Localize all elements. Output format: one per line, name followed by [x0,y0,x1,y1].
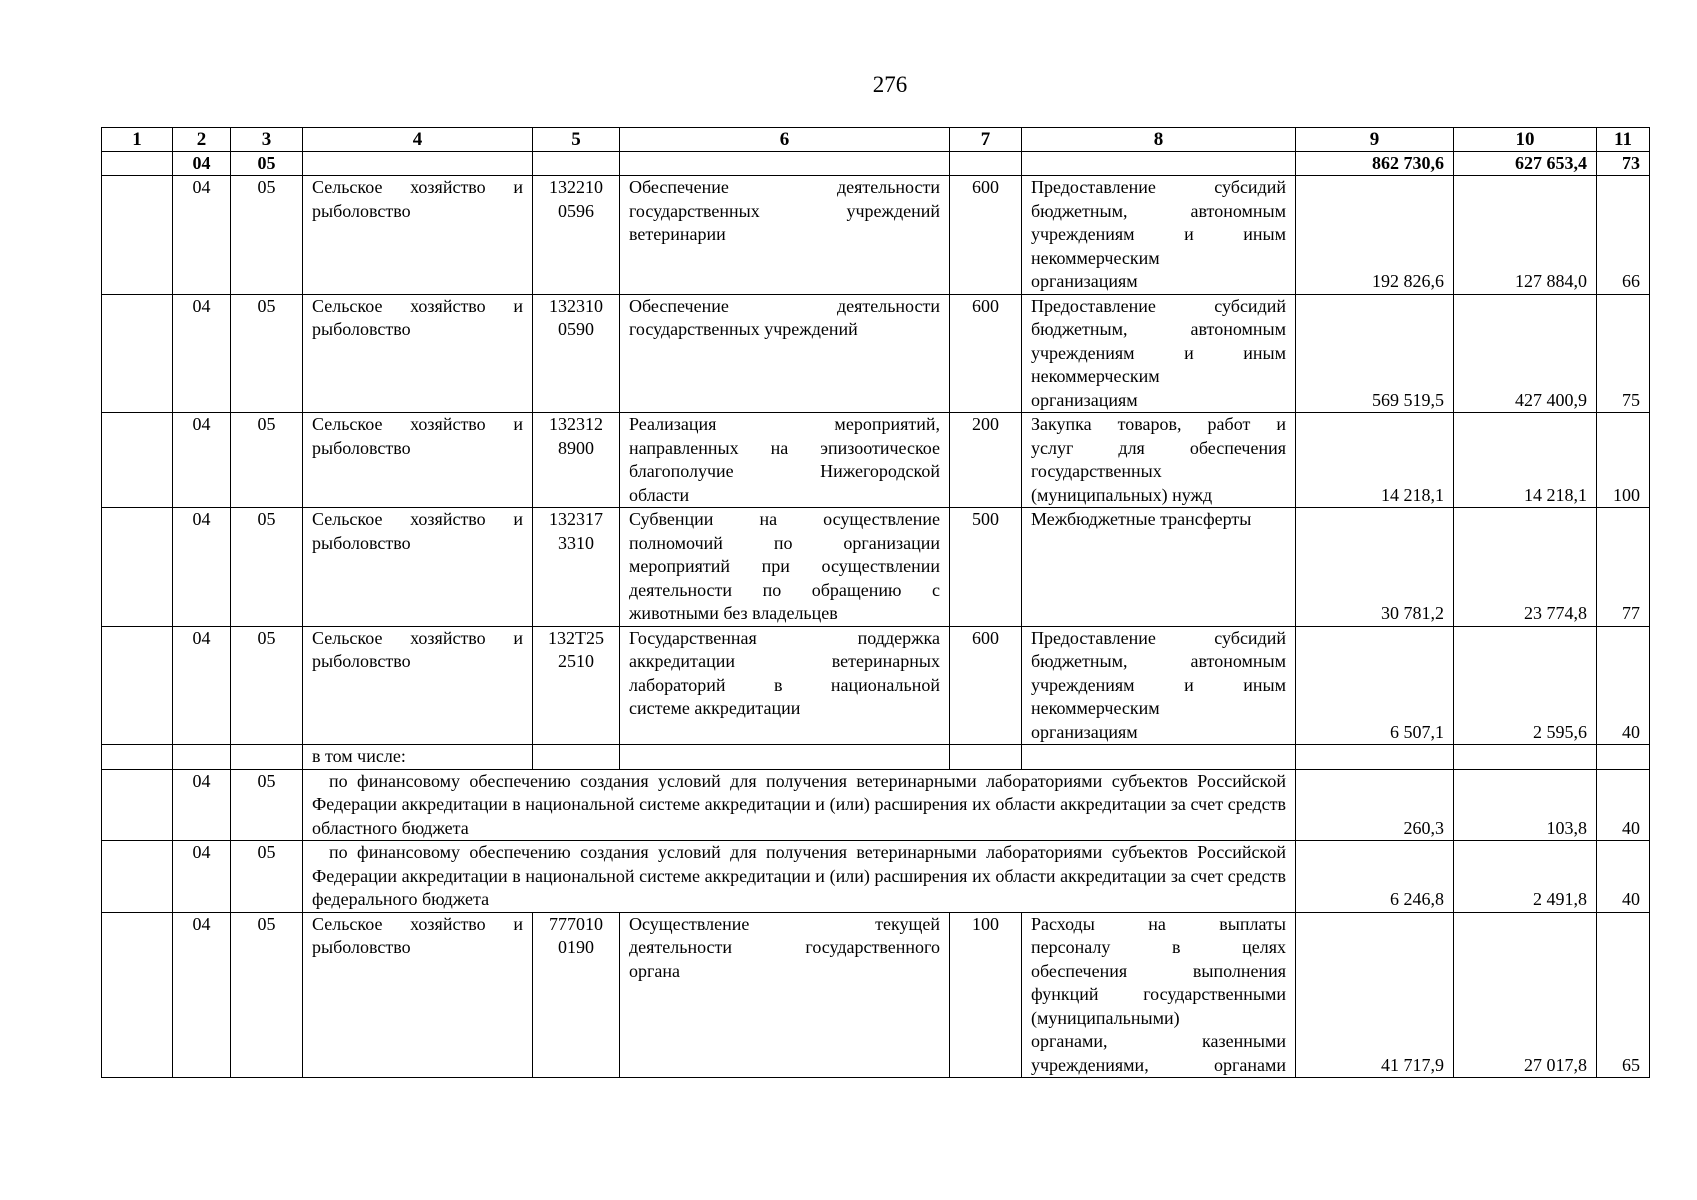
including-cell-5 [533,745,620,770]
target-item-name-line: полномочий по организации [629,532,940,553]
header-cell: 3 [231,128,303,152]
target-item-name-line: Государственная поддержка [629,627,940,648]
section-name-line: рыболовство [312,651,411,671]
planned-amount: 6 507,1 [1296,626,1454,745]
executed-amount: 103,8 [1454,769,1597,841]
target-item-code [533,413,620,508]
section-name-line: Сельское хозяйство и [312,177,523,197]
section-name-line: рыболовство [312,319,411,339]
target-item-code [533,176,620,295]
section-name-line: рыболовство [312,437,411,458]
total-executed: 627 653,4 [1454,152,1597,176]
header-cell: 10 [1454,128,1597,152]
expense-type-name-line: некоммерческим [1031,366,1160,386]
section-name [303,508,533,627]
subsection-code: 05 [231,176,303,295]
expense-type-name-line: государственных [1031,461,1162,481]
header-row [102,128,1650,152]
section-code: 04 [173,413,231,508]
expense-type-name-line: организациям [1031,271,1138,291]
target-item-name [620,912,950,1078]
section-name [303,176,533,295]
expense-type-name-line: учреждениями, органами [1031,1054,1286,1075]
expense-type-name-line: бюджетным, автономным [1031,319,1286,339]
expense-type-name [1022,508,1296,627]
target-item-name-line: аккредитации ветеринарных [629,651,940,671]
expense-type-name-line: (муниципальными) [1031,1007,1180,1028]
execution-percent: 40 [1597,626,1650,745]
subsection-code: 05 [231,769,303,841]
section-code: 04 [173,626,231,745]
total-cell-5 [533,152,620,176]
execution-percent: 40 [1597,769,1650,841]
target-item-code [533,912,620,1078]
expense-type-name-line: услуг для обеспечения [1031,437,1286,458]
execution-percent: 66 [1597,176,1650,295]
target-item-name [620,626,950,745]
header-cell: 7 [950,128,1022,152]
expense-type-name [1022,912,1296,1078]
target-item-name-line: ветеринарии [629,224,726,244]
expense-type-name-line: (муниципальных) нужд [1031,484,1213,505]
including-cell-1 [102,745,173,770]
target-item-code-line: 2510 [558,651,594,671]
subsection-code: 05 [231,294,303,413]
row-number [102,176,173,295]
header-cell: 4 [303,128,533,152]
execution-percent: 75 [1597,294,1650,413]
budget-table [101,127,1650,1078]
including-cell-8 [1022,745,1296,770]
section-name-line: рыболовство [312,532,411,553]
header-cell: 1 [102,128,173,152]
subsection-code: 05 [231,841,303,913]
including-label: в том числе: [303,745,533,770]
table-row [102,176,1650,295]
sub-row-text: по финансовому обеспечению создания условий для получения ветеринарными лабораториями субъектов Российской Федерации аккредитации в национальной системе аккредитации и (или) расширения их области аккредитации за счет средств областного бюджета [303,769,1296,841]
sub-rows-body [102,769,1650,912]
target-item-name-line: Осуществление текущей [629,913,940,934]
target-item-code-line: 132Т25 [548,627,604,648]
expense-type-code: 600 [950,294,1022,413]
planned-amount: 30 781,2 [1296,508,1454,627]
target-item-name-line: Субвенции на осуществление [629,509,940,529]
expense-type-name-line: бюджетным, автономным [1031,200,1286,221]
target-item-code-line: 0596 [558,200,594,221]
expense-type-code: 500 [950,508,1022,627]
target-item-code-line: 132310 [549,295,603,316]
executed-amount: 23 774,8 [1454,508,1597,627]
target-item-name-line: деятельности по обращению с [629,579,940,600]
planned-amount: 6 246,8 [1296,841,1454,913]
table-row [102,413,1650,508]
expense-type-name-line: органами, казенными [1031,1031,1286,1051]
section-name-line: рыболовство [312,937,411,957]
target-item-name-line: органа [629,960,680,981]
target-item-name [620,413,950,508]
expense-type-name [1022,626,1296,745]
expense-type-name-line: бюджетным, автономным [1031,651,1286,671]
expense-type-code: 600 [950,176,1022,295]
target-item-name-line: государственных учреждений [629,200,940,221]
target-item-name-line: мероприятий при осуществлении [629,556,940,576]
including-cell-9 [1296,745,1454,770]
target-item-name-line: государственных учреждений [629,319,858,339]
expense-type-name-line: организациям [1031,721,1138,742]
planned-amount: 192 826,6 [1296,176,1454,295]
target-item-code [533,294,620,413]
expense-type-name [1022,294,1296,413]
header-cell: 2 [173,128,231,152]
planned-amount: 569 519,5 [1296,294,1454,413]
executed-amount: 14 218,1 [1454,413,1597,508]
including-cell-6 [620,745,950,770]
including-cell-11 [1597,745,1650,770]
expense-type-name-line: функций государственными [1031,984,1286,1004]
target-item-name-line: Обеспечение деятельности [629,177,940,197]
planned-amount: 41 717,9 [1296,912,1454,1078]
subsection-code: 05 [231,912,303,1078]
table-row [102,912,1650,1078]
section-name-line: Сельское хозяйство и [312,627,523,648]
row-number [102,294,173,413]
target-item-code-line: 132317 [549,509,603,529]
target-item-name [620,176,950,295]
execution-percent: 77 [1597,508,1650,627]
section-code: 04 [173,769,231,841]
execution-percent: 40 [1597,841,1650,913]
target-item-name-line: Обеспечение деятельности [629,295,940,316]
total-cell-8 [1022,152,1296,176]
page-number: 276 [872,72,908,97]
sub-row [102,841,1650,913]
target-item-name-line: животными без владельцев [629,603,838,623]
header-cell: 8 [1022,128,1296,152]
header-cell: 6 [620,128,950,152]
expense-type-code: 100 [950,912,1022,1078]
header-cell: 11 [1597,128,1650,152]
section-name-line: Сельское хозяйство и [312,295,523,316]
expense-type-code: 600 [950,626,1022,745]
execution-percent: 65 [1597,912,1650,1078]
section-name [303,912,533,1078]
including-cell-2 [173,745,231,770]
expense-type-name-line: обеспечения выполнения [1031,960,1286,981]
section-name [303,294,533,413]
target-item-code-line: 132312 [549,414,603,434]
target-item-code-line: 3310 [558,532,594,553]
header-cell: 5 [533,128,620,152]
planned-amount: 14 218,1 [1296,413,1454,508]
section-name-line: Сельское хозяйство и [312,414,523,434]
executed-amount: 127 884,0 [1454,176,1597,295]
target-item-name [620,294,950,413]
expense-type-name-line: персоналу в целях [1031,937,1286,957]
target-item-name-line: Реализация мероприятий, [629,414,940,434]
expense-type-name-line: некоммерческим [1031,698,1160,718]
row-number [102,912,173,1078]
executed-amount: 2 595,6 [1454,626,1597,745]
total-subsection: 05 [231,152,303,176]
expense-type-name [1022,176,1296,295]
including-cell-10 [1454,745,1597,770]
table-row [102,626,1650,745]
table-row [102,508,1650,627]
sub-row-text: по финансовому обеспечению создания условий для получения ветеринарными лабораториями субъектов Российской Федерации аккредитации в национальной системе аккредитации и (или) расширения их области аккредитации за счет средств федерального бюджета [303,841,1296,913]
target-item-name-line: системе аккредитации [629,698,801,718]
expense-type-name-line: Закупка товаров, работ и [1031,414,1286,434]
section-name-line: Сельское хозяйство и [312,509,523,529]
total-cell-7 [950,152,1022,176]
target-item-code-line: 8900 [558,437,594,458]
expense-type-name-line: Расходы на выплаты [1031,913,1286,934]
target-item-name-line: благополучие Нижегородской [629,461,940,481]
target-item-name-line: лабораторий в национальной [629,674,940,695]
total-cell-6 [620,152,950,176]
total-section: 04 [173,152,231,176]
executed-amount: 2 491,8 [1454,841,1597,913]
section-name [303,413,533,508]
section-code: 04 [173,841,231,913]
including-cell-3 [231,745,303,770]
rows-body [102,176,1650,745]
total-row [102,152,1650,176]
total-planned: 862 730,6 [1296,152,1454,176]
executed-amount: 427 400,9 [1454,294,1597,413]
expense-type-name-line: учреждениям и иным [1031,342,1286,363]
target-item-code-line: 0590 [558,319,594,339]
expense-type-name-line: учреждениям и иным [1031,224,1286,244]
subsection-code: 05 [231,626,303,745]
total-cell-4 [303,152,533,176]
planned-amount: 260,3 [1296,769,1454,841]
section-code: 04 [173,176,231,295]
target-item-code-line: 777010 [549,913,603,934]
row-number [102,626,173,745]
target-item-name [620,508,950,627]
target-item-code-line: 0190 [558,937,594,957]
expense-type-name-line: учреждениям и иным [1031,674,1286,695]
expense-type-name-line: Предоставление субсидий [1031,627,1286,648]
execution-percent: 100 [1597,413,1650,508]
expense-type-name-line: Межбюджетные трансферты [1031,509,1252,529]
section-name-line: Сельское хозяйство и [312,913,523,934]
expense-type-name-line: некоммерческим [1031,247,1160,268]
expense-type-name-line: организациям [1031,389,1138,410]
section-code: 04 [173,912,231,1078]
target-item-name-line: направленных на эпизоотическое [629,437,940,458]
row-number [102,841,173,913]
including-row [102,745,1650,770]
subsection-code: 05 [231,413,303,508]
last-row-body [102,912,1650,1078]
header-cell: 9 [1296,128,1454,152]
section-code: 04 [173,508,231,627]
row-number [102,413,173,508]
target-item-name-line: области [629,484,690,505]
target-item-code [533,626,620,745]
section-name [303,626,533,745]
target-item-name-line: деятельности государственного [629,937,940,957]
expense-type-code: 200 [950,413,1022,508]
total-cell-1 [102,152,173,176]
expense-type-name-line: Предоставление субсидий [1031,295,1286,316]
table-row [102,294,1650,413]
executed-amount: 27 017,8 [1454,912,1597,1078]
target-item-code [533,508,620,627]
including-cell-7 [950,745,1022,770]
section-code: 04 [173,294,231,413]
row-number [102,508,173,627]
target-item-code-line: 132210 [549,177,603,197]
section-name-line: рыболовство [312,200,411,221]
expense-type-name [1022,413,1296,508]
expense-type-name-line: Предоставление субсидий [1031,177,1286,197]
subsection-code: 05 [231,508,303,627]
row-number [102,769,173,841]
total-percent: 73 [1597,152,1650,176]
sub-row [102,769,1650,841]
